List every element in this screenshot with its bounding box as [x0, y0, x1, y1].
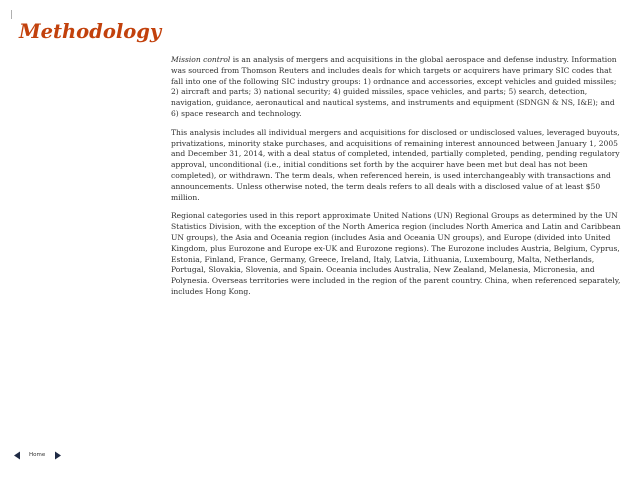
- page-corner-mark: [11, 10, 12, 19]
- methodology-paragraph-deals: This analysis includes all individual mergers and acquisitions for disclosed or undisclosed values, leveraged buyouts, privatizations, minority stake purchases, and acquisitions of remaining interest announced between January 1, 2005 and December 31, 2014, with a deal status of completed, intended, partially completed, pending, pending regulatory approval, unconditional (i.e., initial conditions set forth by the acquirer have been met but deal has not been completed), or withdrawn. The term deals, when referenced herein, is used interchangeably with transactions and announcements. Unless otherwise noted, the term deals refers to all deals with a disclosed value of at least $50 million.: [171, 127, 620, 202]
- methodology-paragraph-scope: [171, 55, 623, 120]
- scope-text: is an analysis of mergers and acquisitions in the global aerospace and defense industry. Information was sourced from Thomson Reuters and includes deals for which targets or acquirers have primary SIC codes that fall into one of the following SIC industry groups: 1) ordnance and accessories, except vehicles and guided missiles; 2) aircraft and parts; 3) national security; 4) guided missiles, space vehicles, and parts; 5) search, detection, navigation, guidance, aeronautical and nautical systems, and instruments and equipment (SDNGN & NS, I&E); and 6) space research and technology.: [171, 55, 617, 118]
- methodology-paragraph-regions: Regional categories used in this report approximate United Nations (UN) Regional Groups as determined by the UN Statistics Division, with the exception of the North America region (includes North America and Latin and Caribbean UN groups), the Asia and Oceania region (includes Asia and Oceania UN groups), and Europe (divided into United Kingdom, plus Eurozone and Europe ex-UK and Eurozone regions). The Eurozone includes Austria, Belgium, Cyprus, Estonia, Finland, France, Germany, Greece, Ireland, Italy, Latvia, Lithuania, Luxembourg, Malta, Netherlands, Portugal, Slovakia, Slovenia, and Spain. Oceania includes Australia, New Zealand, Melanesia, Micronesia, and Polynesia. Overseas territories were included in the region of the parent country. China, when referenced separately, includes Hong Kong.: [171, 211, 621, 296]
- previous-page-button[interactable]: [12, 449, 22, 461]
- methodology-body: [171, 55, 623, 306]
- triangle-left-icon: [13, 451, 21, 460]
- page-title: Methodology: [19, 20, 162, 43]
- footer-navigation: [12, 449, 63, 461]
- triangle-right-icon: [54, 451, 62, 460]
- next-page-button[interactable]: [53, 449, 63, 461]
- home-link[interactable]: Home: [29, 452, 46, 458]
- report-name: Mission control: [171, 55, 231, 64]
